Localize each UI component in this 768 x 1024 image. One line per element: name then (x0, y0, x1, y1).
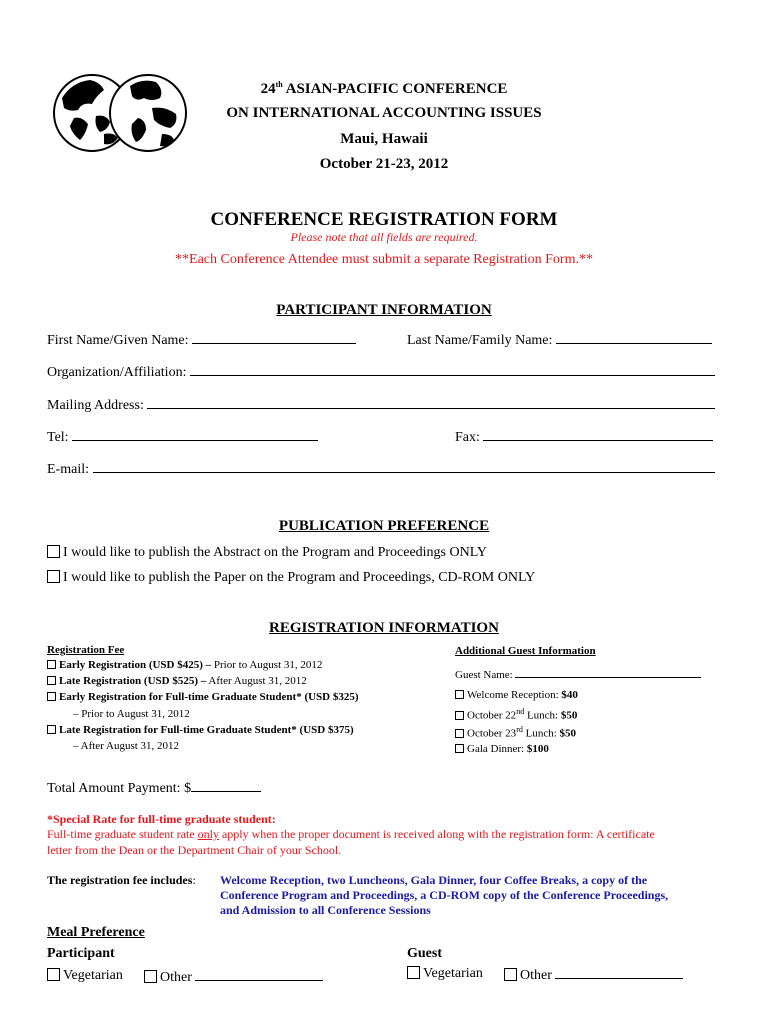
oct23-lunch-option[interactable]: October 23rd Lunch: $50 (455, 725, 576, 740)
late-registration-option[interactable]: Late Registration (USD $525) – After August 31, 2012 (47, 675, 307, 687)
early-registration-option[interactable]: Early Registration (USD $425) – Prior to August 31, 2012 (47, 659, 322, 671)
conference-location: Maui, Hawaii (340, 131, 428, 147)
registration-fee-heading: Registration Fee (47, 644, 125, 656)
guest-other-option[interactable]: Other (504, 966, 683, 984)
email-field[interactable]: E-mail: (47, 460, 715, 478)
total-amount-field[interactable]: Total Amount Payment: $ (47, 779, 261, 797)
publication-heading: PUBLICATION PREFERENCE (278, 518, 490, 534)
publish-abstract-checkbox[interactable] (47, 545, 60, 558)
late-registration-checkbox[interactable] (47, 676, 56, 685)
publish-paper-checkbox[interactable] (47, 570, 60, 583)
meal-guest-label: Guest (407, 946, 442, 961)
participant-other-option[interactable]: Other (144, 968, 323, 986)
special-rate-text-line2: letter from the Dean or the Department Chair of your School. (47, 843, 342, 857)
conference-subtitle: ON INTERNATIONAL ACCOUNTING ISSUES (226, 105, 542, 121)
guest-vegetarian-option[interactable]: Vegetarian (407, 966, 483, 982)
welcome-reception-option[interactable]: Welcome Reception: $40 (455, 689, 578, 701)
registration-heading: REGISTRATION INFORMATION (269, 620, 499, 636)
participant-vegetarian-option[interactable]: Vegetarian (47, 968, 123, 984)
fee-includes-label: The registration fee includes: (47, 873, 196, 887)
grad-late-option[interactable]: Late Registration for Full-time Graduate Student* (USD $375) (47, 724, 354, 736)
grad-late-checkbox[interactable] (47, 725, 56, 734)
tel-field[interactable]: Tel: (47, 428, 318, 446)
grad-late-deadline: – After August 31, 2012 (73, 740, 180, 752)
form-title: CONFERENCE REGISTRATION FORM (210, 209, 558, 230)
mailing-address-field[interactable]: Mailing Address: (47, 396, 715, 414)
guest-vegetarian-checkbox[interactable] (407, 966, 420, 979)
required-note: Please note that all fields are required. (290, 230, 478, 244)
grad-early-deadline: – Prior to August 31, 2012 (73, 708, 190, 720)
participant-other-checkbox[interactable] (144, 970, 157, 983)
organization-field[interactable]: Organization/Affiliation: (47, 363, 715, 381)
conference-title: 24th ASIAN-PACIFIC CONFERENCE (260, 80, 508, 97)
first-name-field[interactable]: First Name/Given Name: (47, 331, 356, 349)
early-registration-checkbox[interactable] (47, 660, 56, 669)
welcome-reception-checkbox[interactable] (455, 690, 464, 699)
special-rate-heading: *Special Rate for full-time graduate student: (47, 812, 276, 826)
meal-participant-label: Participant (47, 946, 115, 961)
guest-info-heading: Additional Guest Information (455, 645, 596, 657)
participant-heading: PARTICIPANT INFORMATION (276, 302, 492, 318)
last-name-field[interactable]: Last Name/Family Name: (407, 331, 712, 349)
guest-name-field[interactable]: Guest Name: (455, 667, 701, 681)
meal-preference-heading: Meal Preference (47, 925, 145, 940)
oct23-lunch-checkbox[interactable] (455, 729, 464, 738)
gala-dinner-option[interactable]: Gala Dinner: $100 (455, 743, 549, 755)
separate-form-note: **Each Conference Attendee must submit a separate Registration Form.** (175, 252, 593, 267)
conference-dates: October 21-23, 2012 (319, 156, 449, 172)
gala-dinner-checkbox[interactable] (455, 744, 464, 753)
guest-other-checkbox[interactable] (504, 968, 517, 981)
oct22-lunch-checkbox[interactable] (455, 711, 464, 720)
participant-vegetarian-checkbox[interactable] (47, 968, 60, 981)
special-rate-text: Full-time graduate student rate only apply when the proper document is received along with the registration form: A certificate (47, 827, 655, 841)
publish-abstract-option[interactable]: I would like to publish the Abstract on the Program and Proceedings ONLY (47, 545, 487, 561)
oct22-lunch-option[interactable]: October 22nd Lunch: $50 (455, 707, 577, 722)
grad-early-option[interactable]: Early Registration for Full-time Graduate Student* (USD $325) (47, 691, 359, 703)
grad-early-checkbox[interactable] (47, 692, 56, 701)
fax-field[interactable]: Fax: (455, 428, 713, 446)
fee-includes-text: Welcome Reception, two Luncheons, Gala Dinner, four Coffee Breaks, a copy of the Conference Program and Proceedings, a CD-ROM copy of the Conference Proceedings, and Admission to all Conference Sessions (220, 873, 669, 917)
publish-paper-option[interactable]: I would like to publish the Paper on the Program and Proceedings, CD-ROM ONLY (47, 570, 535, 586)
